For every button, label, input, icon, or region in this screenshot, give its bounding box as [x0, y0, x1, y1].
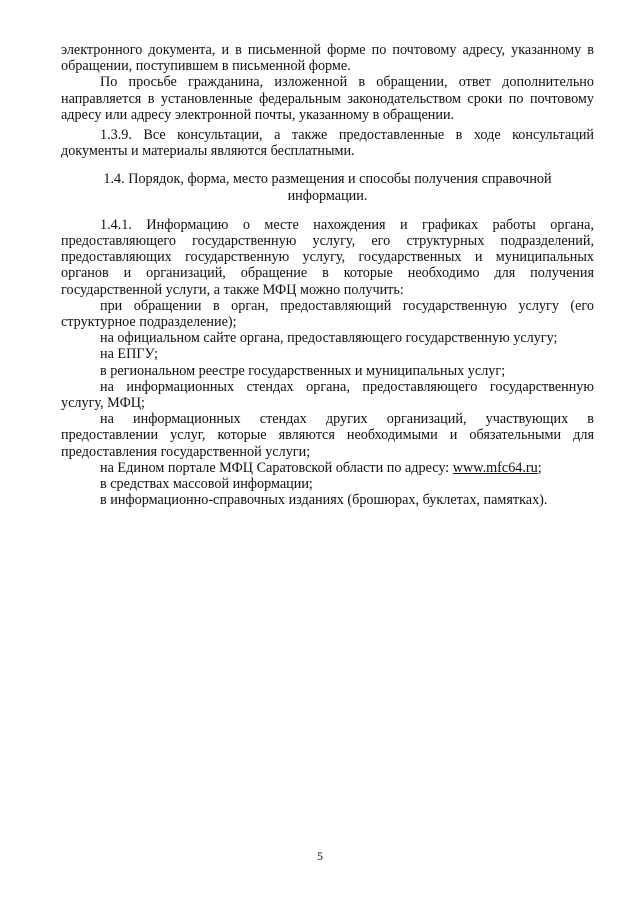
page-number: 5: [317, 849, 323, 863]
document-page: [61, 42, 594, 508]
mfc-portal-suffix: ;: [537, 459, 542, 476]
paragraph-reply-by-request: По просьбе гражданина, изложенной в обращении, ответ дополнительно направляется в установленные федеральным законодательством сроки по почтовому адресу или адресу электронной почты, указанному в обращении.: [61, 74, 594, 123]
list-item-mfc-portal: [61, 460, 594, 476]
list-item-info-stands-other: на информационных стендах других организаций, участвующих в предоставлении услуг, которые являются необходимыми и обязательными для предоставления государственной услуги;: [61, 411, 594, 460]
paragraph-continuation: электронного документа, и в письменной форме по почтовому адресу, указанному в обращении, поступившем в письменной форме.: [61, 42, 594, 75]
list-item-official-site: на официальном сайте органа, предоставляющего государственную услугу;: [100, 330, 558, 347]
list-item-regional-registry: в региональном реестре государственных и муниципальных услуг;: [100, 362, 506, 379]
list-item-printed-materials: в информационно-справочных изданиях (брошюрах, буклетах, памятках).: [100, 492, 548, 509]
list-item-mass-media: в средствах массовой информации;: [100, 476, 313, 493]
list-item-epgu: на ЕПГУ;: [100, 346, 158, 363]
paragraph-1-4-1: 1.4.1. Информацию о месте нахождения и графиках работы органа, предоставляющего государственную услугу, его структурных подразделений, предоставляющих государственную услугу, государственных и муниципальных органов и организаций, обращение в которые необходимо для получения государственной услуги, а также МФЦ можно получить:: [61, 216, 594, 298]
mfc-portal-prefix: на Едином портале МФЦ Саратовской области по адресу:: [100, 459, 453, 476]
list-item-in-person: при обращении в орган, предоставляющий государственную услугу (его структурное подразделение);: [61, 297, 594, 331]
paragraph-1-3-9: 1.3.9. Все консультации, а также предоставленные в ходе консультаций документы и материалы являются бесплатными.: [61, 127, 594, 160]
mfc-portal-link[interactable]: www.mfc64.ru: [452, 459, 538, 476]
list-item-info-stands-organ: на информационных стендах органа, предоставляющего государственную услугу, МФЦ;: [61, 378, 594, 412]
section-heading-1-4: 1.4. Порядок, форма, место размещения и способы получения справочной информации.: [103, 171, 552, 204]
